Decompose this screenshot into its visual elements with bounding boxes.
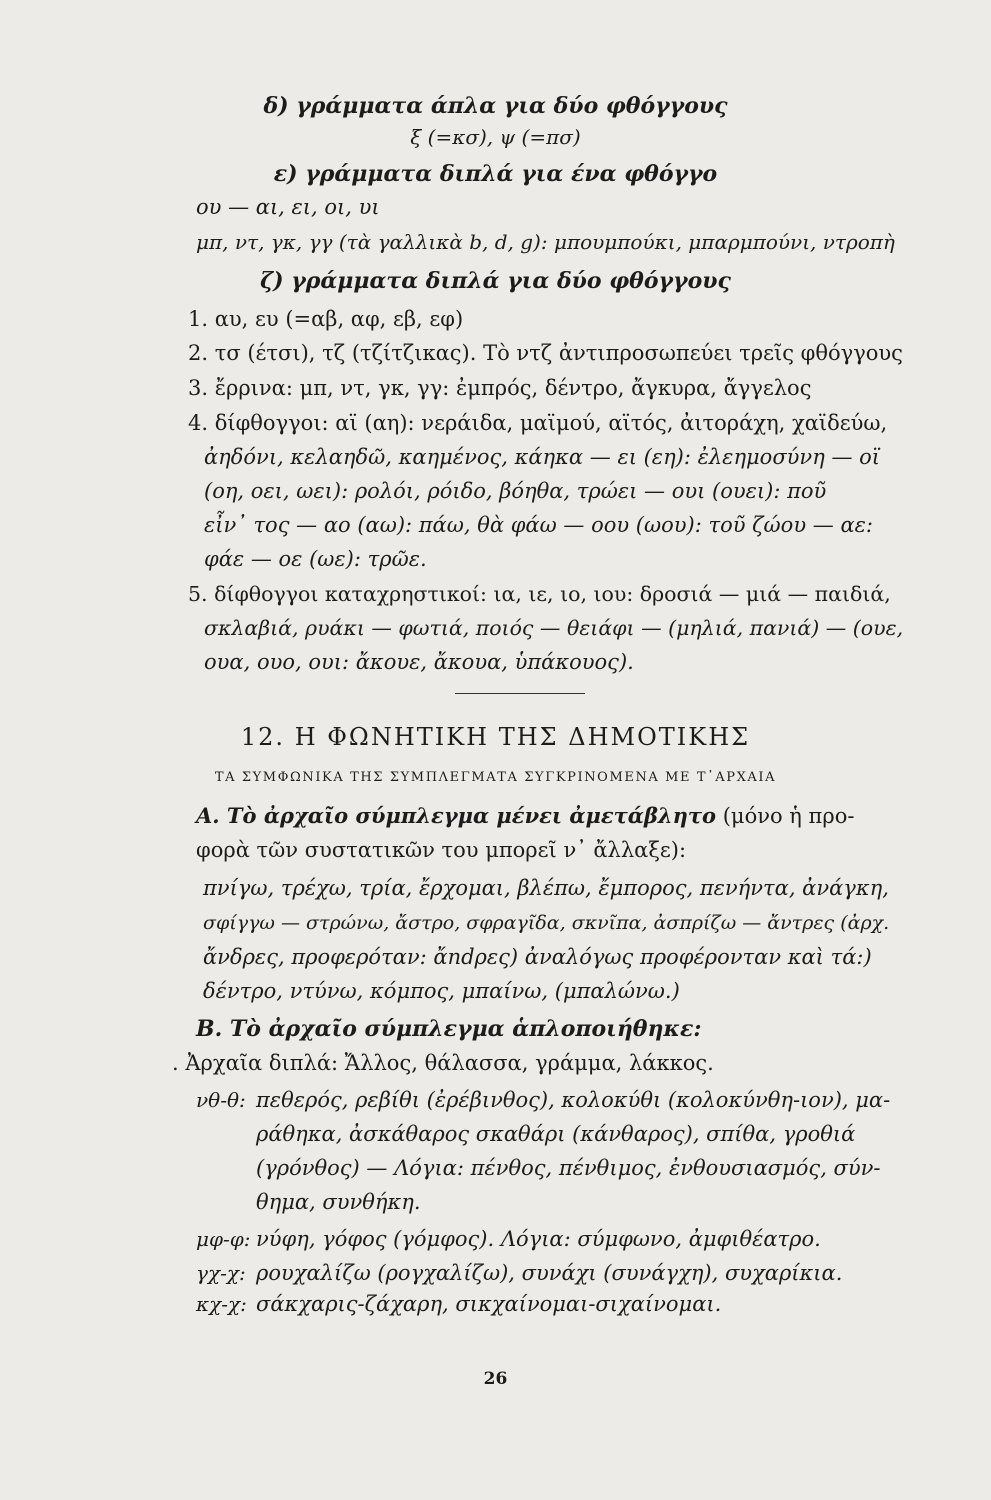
z-item-4-cont-2: (οη, οει, ωει): ρολόι, ρόιδο, βόηθα, τρώει — ουι (ουει): ποῦ	[204, 479, 827, 503]
part-a-line-1: φορὰ τῶν συστατικῶν του μπορεῖ ν᾿ ἄλλαξε):	[196, 838, 687, 862]
digraph-consonants: μπ, ντ, γκ, γγ (τὰ γαλλικὰ b, d, g): μπουμπούκι, μπαρμπούνι, ντροπὴ	[196, 230, 895, 254]
part-a-heading	[196, 803, 854, 829]
z-item-4: 4. δίφθογγοι: αϊ (αη): νεράιδα, μαϊμού, αϊτός, ἀιτοράχη, χαϊδεύω,	[188, 411, 888, 435]
z-item-5: 5. δίφθογγοι καταχρηστικοί: ια, ιε, ιο, ιου: δροσιά — μιά — παιδιά,	[188, 582, 891, 606]
heading-z: ζ) γράμματα διπλά για δύο φθόγγους	[260, 268, 731, 294]
heading-e: ε) γράμματα διπλά για ένα φθόγγο	[273, 161, 718, 187]
z-item-3: 3. ἔρρινα: μπ, ντ, γκ, γγ: ἐμπρός, δέντρο, ἄγκυρα, ἄγγελος	[188, 376, 812, 400]
nth-line-4: θημα, συνθήκη.	[256, 1190, 421, 1214]
part-a-line-3: σφίγγω — στρώνω, ἄστρο, σφραγῖδα, σκνῖπα, ἀσπρίζω — ἄντρες (ἀρχ.	[203, 912, 890, 934]
label-kch: κχ-χ:	[196, 1292, 247, 1316]
z-item-1: 1. αυ, ευ (=αβ, αφ, εβ, εφ)	[188, 307, 464, 331]
part-a-heading-rest: (μόνο ἡ προ-	[716, 804, 855, 828]
part-a-line-4: ἄνδρες, προφερόταν: ἄndρες) ἀναλόγως προφέρονταν καὶ τά:)	[203, 945, 872, 969]
section-12-title: 12. Η ΦΩΝΗΤΙΚΗ ΤΗΣ ΔΗΜΟΤΙΚΗΣ	[240, 723, 751, 751]
part-a-line-2: πνίγω, τρέχω, τρία, ἔρχομαι, βλέπω, ἔμπορος, πενήντα, ἀνάγκη,	[203, 876, 889, 900]
part-b-intro: . Ἀρχαῖα διπλά: Ἄλλος, θάλασσα, γράμμα, λάκκος.	[172, 1051, 714, 1075]
z-item-2: 2. τσ (έτσι), τζ (τζίτζικας). Τὸ ντζ ἀντιπροσωπεύει τρεῖς φθόγγους	[188, 341, 903, 365]
label-gch: γχ-χ:	[196, 1261, 246, 1285]
z-item-4-cont-1: ἀηδόνι, κελαηδῶ, καημένος, κάηκα — ει (εη): ἐλεημοσύνη — οϊ	[204, 445, 880, 469]
nth-line-2: ράθηκα, ἀσκάθαρος σκαθάρι (κάνθαρος), σπίθα, γροθιά	[256, 1122, 856, 1146]
part-b-heading: Β. Τὸ ἀρχαῖο σύμπλεγμα ἁπλοποιήθηκε:	[196, 1016, 702, 1042]
z-item-4-cont-3: εἶν᾿ τος — αο (αω): πάω, θὰ φάω — οου (ωου): τοῦ ζώου — αε:	[204, 513, 873, 537]
label-mf: μφ-φ:	[196, 1227, 251, 1251]
heading-d: δ) γράμματα άπλα για δύο φθόγγους	[263, 93, 728, 119]
digraph-vowels: ου — αι, ει, οι, υι	[196, 195, 380, 219]
z-item-5-cont-2: ουα, ουο, ουι: ἄκουε, ἄκουα, ὑπάκουος).	[204, 650, 634, 674]
z-item-5-cont-1: σκλαβιά, ρυάκι — φωτιά, ποιός — θειάφι — (μηλιά, πανιά) — (ουε,	[204, 616, 904, 640]
gch-line: ρουχαλίζω (ρογχαλίζω), συνάχι (συνάγχη), συχαρίκια.	[256, 1261, 843, 1285]
part-a-heading-bold: Α. Τὸ ἀρχαῖο σύμπλεγμα μένει ἀμετάβλητο	[196, 803, 717, 828]
nth-line-3: (γρόνθος) — Λόγια: πένθος, πένθιμος, ἐνθουσιασμός, σύν-	[256, 1156, 881, 1180]
mf-line: νύφη, γόφος (γόμφος). Λόγια: σύμφωνο, ἀμφιθέατρο.	[256, 1227, 821, 1251]
example-xi-psi: ξ (=κσ), ψ (=πσ)	[410, 125, 581, 149]
part-a-line-5: δέντρο, ντύνω, κόμπος, μπαίνω, (μπαλώνω.)	[203, 979, 680, 1003]
label-nth: νθ-θ:	[196, 1088, 246, 1112]
kch-line: σάκχαρις-ζάχαρη, σικχαίνομαι-σιχαίνομαι.	[256, 1292, 722, 1316]
z-item-4-cont-4: φάε — οε (ωε): τρῶε.	[204, 547, 427, 571]
section-divider	[455, 693, 585, 694]
page-number: 26	[483, 1369, 508, 1389]
section-12-subtitle: ΤΑ ΣΥΜΦΩΝΙΚΑ ΤΗΣ ΣΥΜΠΛΕΓΜΑΤΑ ΣΥΓΚΡΙΝΟΜΕΝΑ ΜΕ Τ᾿ΑΡΧΑΙΑ	[214, 770, 777, 785]
nth-line-1: πεθερός, ρεβίθι (ἐρέβινθος), κολοκύθι (κολοκύνθη-ιον), μα-	[256, 1088, 891, 1112]
